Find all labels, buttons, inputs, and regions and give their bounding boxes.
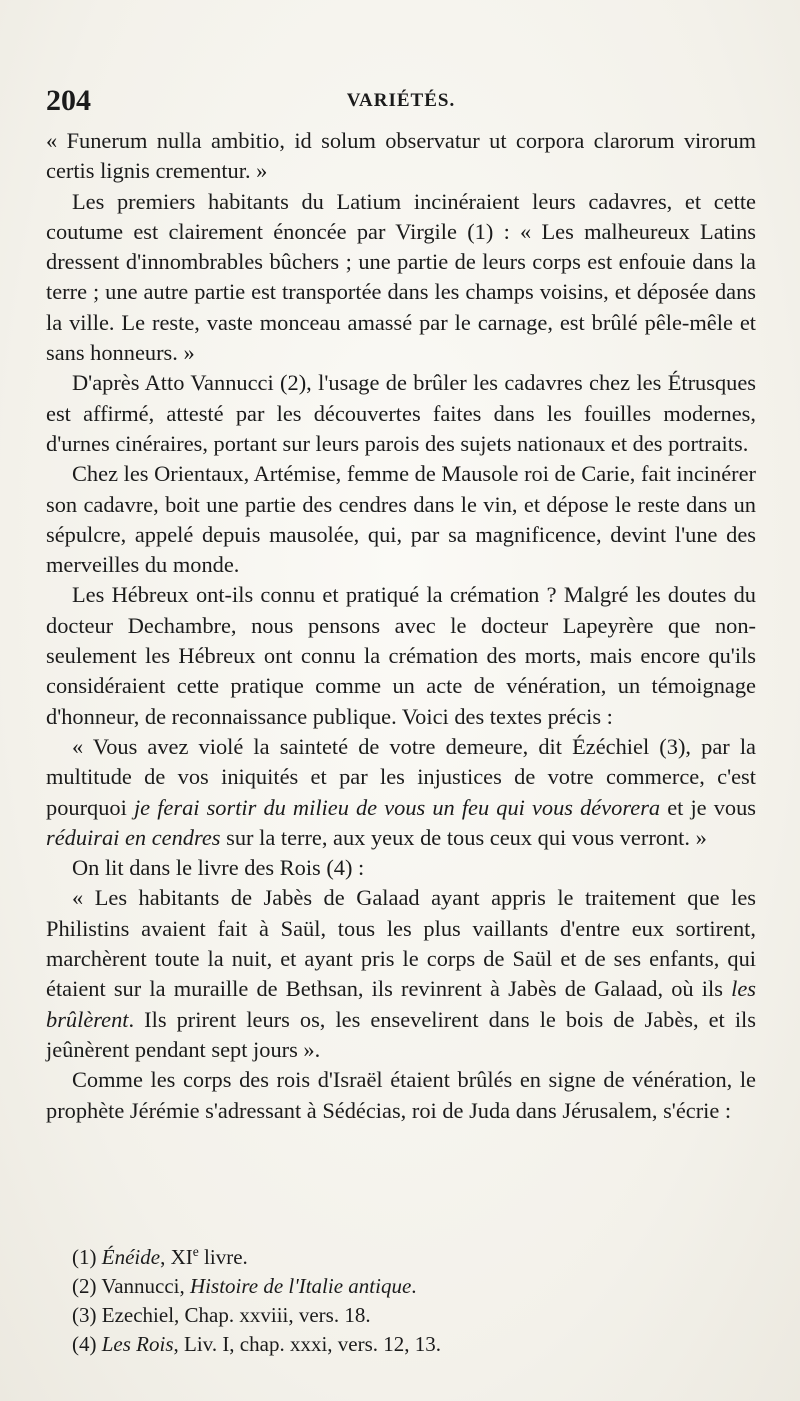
- page-header: [46, 84, 756, 118]
- text-run: Ezechiel, Chap. xxviii, vers. 18.: [101, 1303, 371, 1327]
- text-run: et je vous: [660, 794, 756, 820]
- superscript-text: e: [192, 1244, 199, 1259]
- paragraph: [46, 883, 756, 1065]
- body-text: [46, 126, 756, 1126]
- footnote-marker: (1): [72, 1245, 97, 1269]
- paragraph: [46, 580, 756, 731]
- italic-text: les brûlèrent: [46, 976, 756, 1032]
- footnote: [72, 1272, 756, 1301]
- text-run: Vannucci,: [101, 1274, 191, 1298]
- paragraph: [46, 732, 756, 853]
- footnote-marker: (2): [72, 1274, 97, 1298]
- text-run: sur la terre, aux yeux de tous ceux qui vous verront. »: [220, 824, 707, 850]
- text-run: , Liv. I, chap. xxxi, vers. 12, 13.: [173, 1332, 442, 1356]
- paragraph: [46, 459, 756, 580]
- paragraph: [46, 126, 756, 187]
- text-run: On lit dans le livre des Rois (4) :: [72, 855, 365, 881]
- text-run: « Funerum nulla ambitio, id solum observatur ut corpora clarorum virorum certis lignis crementur. »: [46, 128, 756, 184]
- text-run: « Vous avez violé la sainteté de votre demeure, dit Ézéchiel (3), par la multitude de vos iniquités et par les injustices de votre commerce, c'est pourquoi: [46, 733, 756, 820]
- text-run: livre.: [198, 1245, 248, 1269]
- text-run: , XI: [160, 1245, 193, 1269]
- footnote: [72, 1330, 756, 1359]
- page-number: 204: [46, 84, 91, 117]
- italic-text: Les Rois: [101, 1332, 174, 1356]
- paragraph: [46, 368, 756, 459]
- paragraph: [46, 187, 756, 369]
- footnote: [72, 1243, 756, 1272]
- italic-text: Histoire de l'Italie antique: [190, 1274, 412, 1298]
- footnote-marker: (3): [72, 1303, 97, 1327]
- text-run: Comme les corps des rois d'Israël étaient brûlés en signe de vénération, le prophète Jérémie s'adressant à Sédécias, roi de Juda dans Jérusalem, s'écrie :: [46, 1067, 756, 1123]
- text-run: Les premiers habitants du Latium incinéraient leurs cadavres, et cette coutume est clairement énoncée par Virgile (1) : « Les malheureux Latins dressent d'innombrables bûchers ; une partie de leurs corps est enfouie dans la terre ; une autre partie est transportée dans les champs voisins, et déposée dans la ville. Le reste, vaste monceau amassé par le carnage, est brûlé pêle-mêle et sans honneurs. »: [46, 188, 756, 366]
- running-title: VARIÉTÉS.: [346, 90, 456, 111]
- footnote-marker: (4): [72, 1332, 97, 1356]
- text-run: Les Hébreux ont-ils connu et pratiqué la crémation ? Malgré les doutes du docteur Dechambre, nous pensons avec le docteur Lapeyrère que non-seulement les Hébreux ont connu la crémation des morts, mais encore qu'ils considéraient cette pratique comme un acte de vénération, un témoignage d'honneur, de reconnaissance publique. Voici des textes précis :: [46, 582, 756, 729]
- italic-text: Énéide: [101, 1245, 161, 1269]
- italic-text: je ferai sortir du milieu de vous un feu qui vous dévorera: [133, 794, 661, 820]
- paragraph: [46, 1065, 756, 1126]
- text-run: . Ils prirent leurs os, les ensevelirent dans le bois de Jabès, et ils jeûnèrent pendant sept jours ».: [46, 1006, 756, 1062]
- text-run: « Les habitants de Jabès de Galaad ayant appris le traitement que les Philistins avaient fait à Saül, tous les plus vaillants d'entre eux sortirent, marchèrent toute la nuit, et ayant pris le corps de Saül et de ses enfants, qui étaient sur la muraille de Bethsan, ils revinrent à Jabès de Galaad, où ils: [46, 885, 756, 1002]
- italic-text: réduirai en cendres: [46, 824, 221, 850]
- text-run: D'après Atto Vannucci (2), l'usage de brûler les cadavres chez les Étrusques est affirmé, attesté par les découvertes faites dans les fouilles modernes, d'urnes cinéraires, portant sur leurs parois des sujets nationaux et des portraits.: [46, 370, 756, 456]
- footnote: [72, 1301, 756, 1330]
- paragraph: [46, 853, 756, 883]
- text-run: .: [411, 1274, 417, 1298]
- text-run: Chez les Orientaux, Artémise, femme de Mausole roi de Carie, fait incinérer son cadavre, boit une partie des cendres dans le vin, et dépose le reste dans un sépulcre, appelé depuis mausolée, qui, par sa magnificence, devint l'une des merveilles du monde.: [46, 461, 756, 578]
- footnotes: [72, 1243, 756, 1359]
